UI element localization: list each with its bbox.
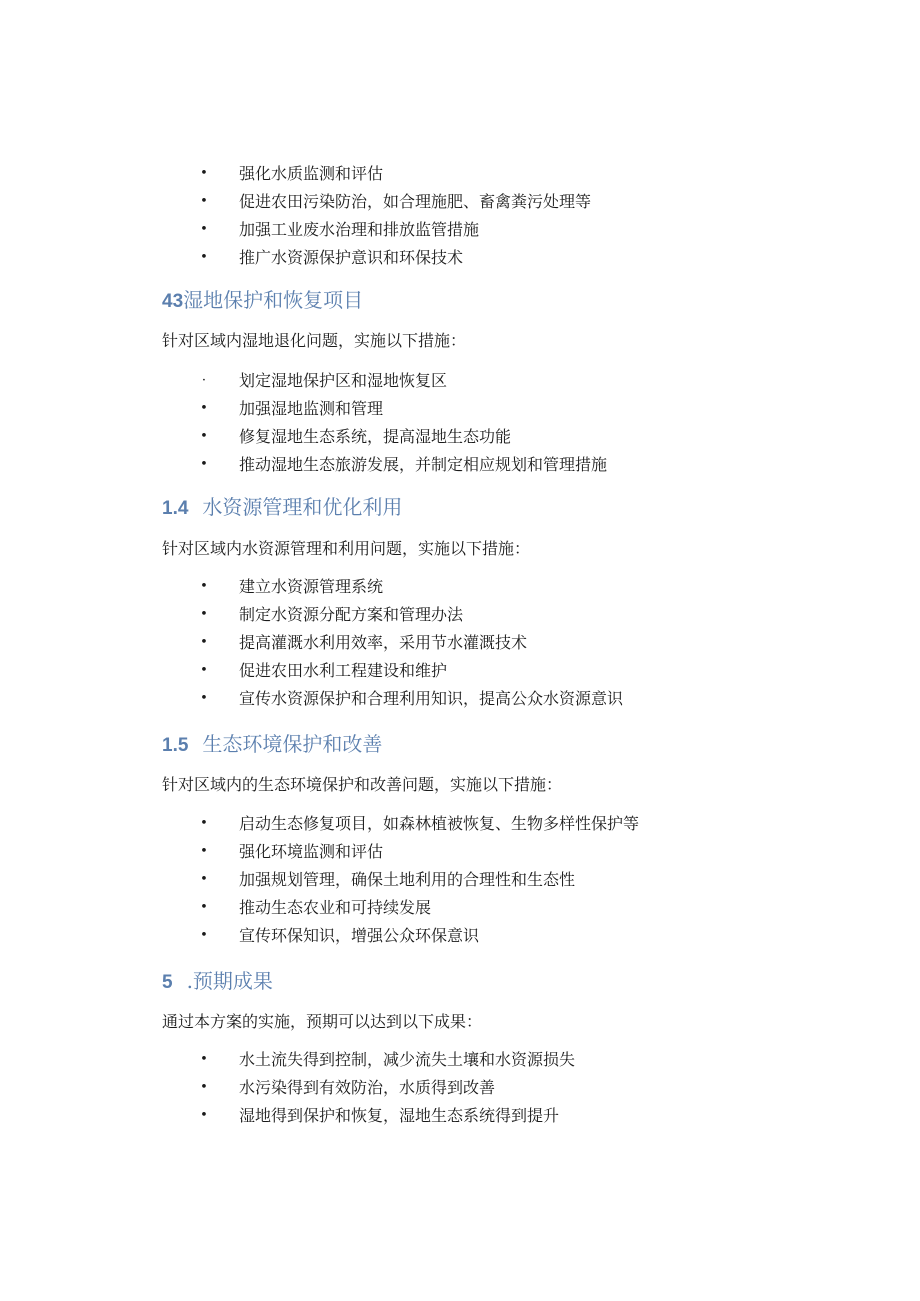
heading-expected-results: [162, 967, 273, 997]
list-expected-results: [0, 1046, 920, 1130]
list-item: • 水土流失得到控制，减少流失土壤和水资源损失: [0, 1046, 920, 1074]
bullet-icon: •: [200, 1052, 208, 1067]
bullet-icon: •: [200, 872, 208, 887]
bullet-icon: •: [200, 194, 208, 209]
heading-title: 生态环境保护和改善: [202, 732, 383, 756]
bullet-icon: •: [200, 900, 208, 915]
heading-title: 湿地保护和恢复项目: [183, 288, 364, 312]
list-item: • 水污染得到有效防治，水质得到改善: [0, 1074, 920, 1102]
list-item: • 强化水质监测和评估: [0, 160, 920, 188]
intro-water-resources: 针对区域内水资源管理和利用问题，实施以下措施：: [162, 539, 531, 558]
intro-expected-results: 通过本方案的实施，预期可以达到以下成果：: [162, 1012, 483, 1031]
list-item: • 建立水资源管理系统: [0, 573, 920, 601]
bullet-icon: •: [200, 607, 208, 622]
bullet-icon: •: [200, 579, 208, 594]
bullet-icon: •: [200, 250, 208, 265]
list-item: • 宣传水资源保护和合理利用知识，提高公众水资源意识: [0, 685, 920, 713]
bullet-icon: •: [200, 429, 208, 444]
bullet-icon: •: [200, 222, 208, 237]
list-eco-environment: [0, 810, 920, 950]
list-item: • 加强湿地监测和管理: [0, 395, 920, 423]
bullet-icon: •: [200, 635, 208, 650]
list-water-resources: [0, 573, 920, 713]
intro-eco-environment: 针对区域内的生态环境保护和改善问题，实施以下措施：: [162, 775, 563, 794]
heading-water-resources: [162, 493, 402, 523]
list-item: • 强化环境监测和评估: [0, 838, 920, 866]
list-wetland: [0, 367, 920, 479]
list-item: • 加强工业废水治理和排放监管措施: [0, 216, 920, 244]
list-item: • 促进农田水利工程建设和维护: [0, 657, 920, 685]
list-item: • 推动湿地生态旅游发展，并制定相应规划和管理措施: [0, 451, 920, 479]
bullet-icon: •: [200, 1108, 208, 1123]
list-item: • 湿地得到保护和恢复，湿地生态系统得到提升: [0, 1102, 920, 1130]
heading-number: 43: [162, 291, 184, 312]
bullet-icon: •: [200, 457, 208, 472]
list-item: · 划定湿地保护区和湿地恢复区: [0, 367, 920, 395]
heading-number: 1.4: [162, 498, 189, 519]
list-item: • 修复湿地生态系统，提高湿地生态功能: [0, 423, 920, 451]
intro-wetland: 针对区域内湿地退化问题，实施以下措施：: [162, 331, 467, 350]
heading-eco-environment: [162, 730, 382, 760]
list-item: • 推动生态农业和可持续发展: [0, 894, 920, 922]
bullet-icon: •: [200, 1080, 208, 1095]
list-water-quality: [0, 160, 920, 272]
bullet-icon: •: [200, 166, 208, 181]
bullet-icon: •: [200, 928, 208, 943]
list-item: • 宣传环保知识，增强公众环保意识: [0, 922, 920, 950]
heading-number: 5: [162, 972, 173, 993]
heading-number: 1.5: [162, 735, 189, 756]
list-item: • 制定水资源分配方案和管理办法: [0, 601, 920, 629]
bullet-icon: ·: [201, 373, 207, 388]
bullet-icon: •: [200, 401, 208, 416]
list-item: • 加强规划管理，确保土地利用的合理性和生态性: [0, 866, 920, 894]
heading-title: 水资源管理和优化利用: [202, 495, 403, 519]
list-item: • 提高灌溉水利用效率，采用节水灌溉技术: [0, 629, 920, 657]
heading-wetland: [162, 286, 363, 316]
bullet-icon: •: [200, 816, 208, 831]
list-item: • 推广水资源保护意识和环保技术: [0, 244, 920, 272]
bullet-icon: •: [200, 691, 208, 706]
bullet-icon: •: [200, 844, 208, 859]
bullet-icon: •: [200, 663, 208, 678]
heading-title: .预期成果: [186, 969, 273, 993]
list-item: • 促进农田污染防治，如合理施肥、畜禽粪污处理等: [0, 188, 920, 216]
list-item: • 启动生态修复项目，如森林植被恢复、生物多样性保护等: [0, 810, 920, 838]
